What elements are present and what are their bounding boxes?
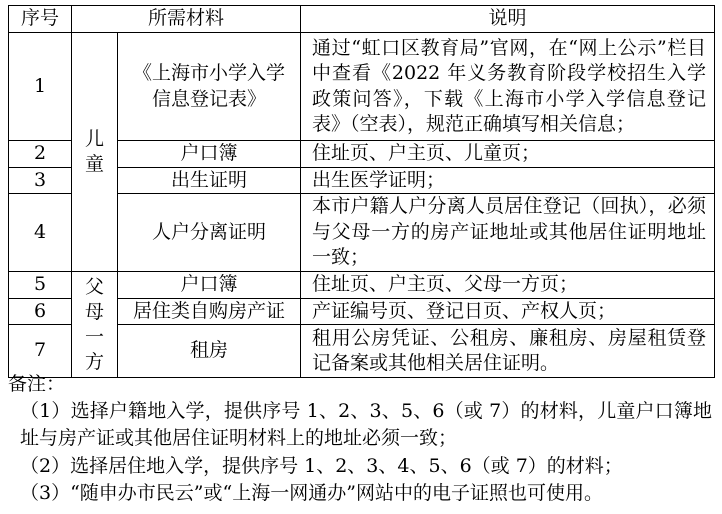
note-item: （2）选择居住地入学，提供序号 1、2、3、4、5、6（或 7）的材料； [20,454,623,477]
description-cell: 本市户籍人户分离人员居住登记（回执），必须与父母一方的房产证地址或其他居住证明地址一致； [301,194,715,272]
row-number: 7 [9,325,72,378]
group-cell-child [72,33,118,272]
table-row [9,272,715,299]
header-description: 说明 [301,6,715,33]
row-number: 3 [9,167,72,194]
material-cell: 出生证明 [118,167,301,194]
description-cell: 租用公房凭证、公租房、廉租房、房屋租赁登记备案或其他相关居住证明。 [301,325,715,378]
notes-title: 备注： [8,373,66,395]
material-cell: 人户分离证明 [118,194,301,272]
description-cell: 出生医学证明； [301,167,715,194]
description-cell: 通过“虹口区教育局”官网，在“网上公示”栏目中查看《2022 年义务教育阶段学校招生入学政策问答》，下载《上海市小学入学信息登记表》（空表），规范正确填写相关信息； [301,33,715,141]
table-header-row [9,6,715,33]
description-cell: 产证编号页、登记日页、产权人页； [301,298,715,325]
note-item: （1）选择户籍地入学，提供序号 1、2、3、5、6（或 7）的材料，儿童户口簿地址与房产证或其他居住证明材料上的地址必须一致； [20,400,712,450]
header-materials: 所需材料 [72,6,301,33]
group-cell-parent [72,272,118,378]
material-cell: 居住类自购房产证 [118,298,301,325]
group-label: 儿童 [84,128,104,175]
note-item: （3）“随申办市民云”或“上海一网通办”网站中的电子证照也可使用。 [20,481,603,504]
notes-section [8,371,712,507]
row-number: 2 [9,141,72,168]
row-number: 4 [9,194,72,272]
material-cell: 《上海市小学入学信息登记表》 [118,33,301,141]
description-cell: 住址页、户主页、儿童页； [301,141,715,168]
row-number: 5 [9,272,72,299]
table-row [9,33,715,141]
group-label: 父母一方 [84,275,104,373]
material-cell: 户口簿 [118,272,301,299]
row-number: 6 [9,298,72,325]
header-number: 序号 [9,6,72,33]
material-cell: 户口簿 [118,141,301,168]
description-cell: 住址页、户主页、父母一方页； [301,272,715,299]
materials-table [8,5,715,378]
material-cell: 租房 [118,325,301,378]
row-number: 1 [9,33,72,141]
